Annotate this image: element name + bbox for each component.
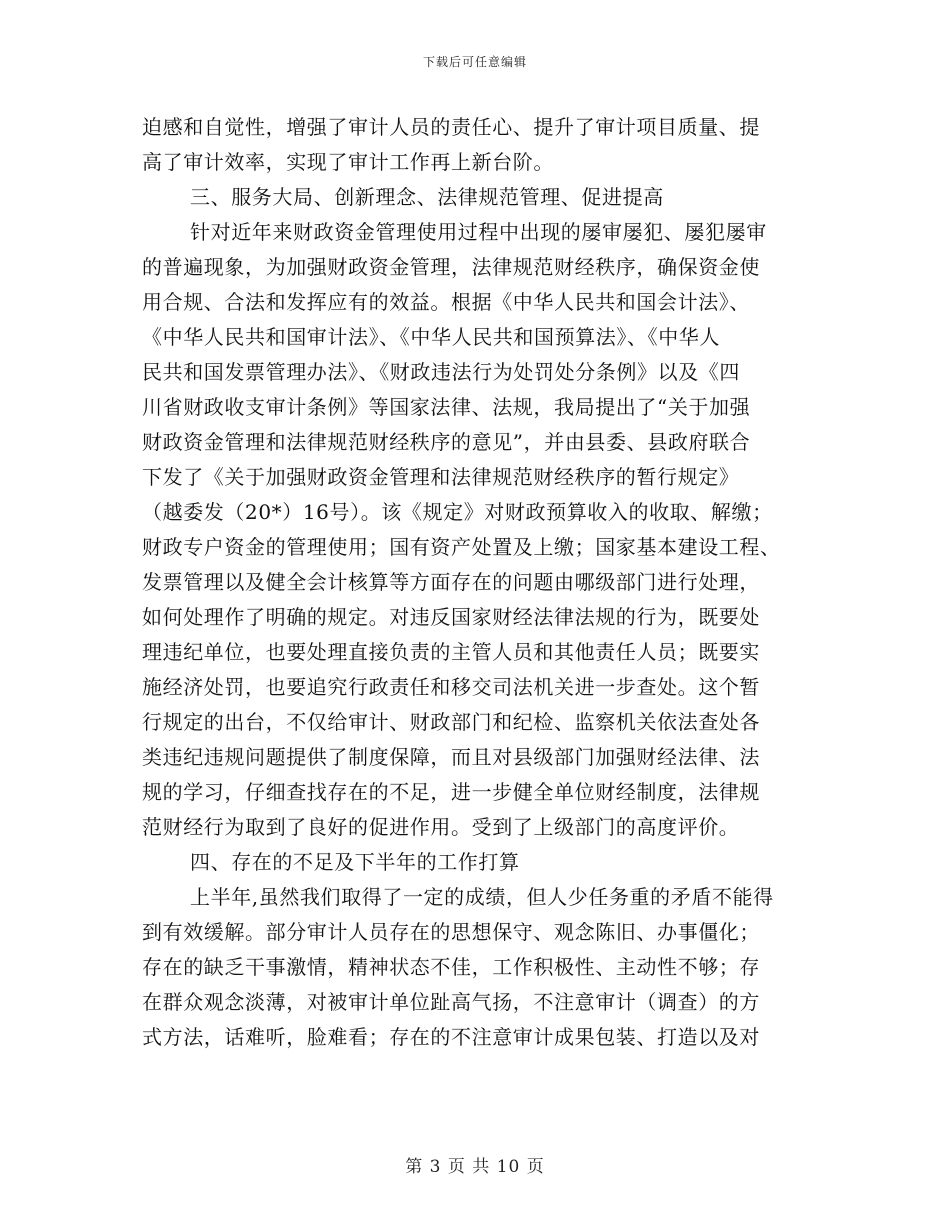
text-line: 针对近年来财政资金管理使用过程中出现的屡审屡犯、屡犯屡审 <box>190 220 767 244</box>
text-line: 如何处理作了明确的规定。对违反国家财经法律法规的行为，既要处 <box>142 605 760 629</box>
text-line: 下发了《关于加强财政资金管理和法律规范财经秩序的暂行规定》 <box>142 465 740 489</box>
page-footer: 第 3 页 共 10 页 <box>405 1157 545 1177</box>
text-line: （越委发（20*）16号）。该《规定》对财政预算收入的收取、解缴； <box>142 500 773 524</box>
text-line: 存在的缺乏干事激情，精神状态不佳，工作积极性、主动性不够；存 <box>142 955 760 979</box>
text-line: 类违纪违规问题提供了制度保障，而且对县级部门加强财经法律、法 <box>142 745 760 769</box>
text-line: 上半年,虽然我们取得了一定的成绩，但人少任务重的矛盾不能得 <box>190 885 774 909</box>
text-line: 理违纪单位，也要处理直接负责的主管人员和其他责任人员；既要实 <box>142 640 760 664</box>
text-line: 四、存在的不足及下半年的工作打算 <box>190 850 520 874</box>
text-line: 范财经行为取到了良好的促进作用。受到了上级部门的高度评价。 <box>142 815 740 839</box>
text-line: 高了审计效率，实现了审计工作再上新台阶。 <box>142 150 554 174</box>
text-line: 财政专户资金的管理使用；国有资产处置及上缴；国家基本建设工程、 <box>142 535 781 559</box>
text-line: 迫感和自觉性，增强了审计人员的责任心、提升了审计项目质量、提 <box>142 115 760 139</box>
text-line: 到有效缓解。部分审计人员存在的思想保守、观念陈旧、办事僵化； <box>142 920 760 944</box>
text-line: 川省财政收支审计条例》等国家法律、法规，我局提出了“关于加强 <box>142 395 751 419</box>
text-line: 发票管理以及健全会计核算等方面存在的问题由哪级部门进行处理， <box>142 570 760 594</box>
text-line: 式方法，话难听，脸难看；存在的不注意审计成果包装、打造以及对 <box>142 1025 760 1049</box>
text-line: 三、服务大局、创新理念、法律规范管理、促进提高 <box>190 185 664 209</box>
text-line: 的普遍现象，为加强财政资金管理，法律规范财经秩序，确保资金使 <box>142 255 760 279</box>
text-line: 施经济处罚，也要追究行政责任和移交司法机关进一步查处。这个暂 <box>142 675 760 699</box>
text-line: 《中华人民共和国审计法》、《中华人民共和国预算法》、《中华人 <box>142 325 720 349</box>
text-line: 规的学习，仔细查找存在的不足，进一步健全单位财经制度，法律规 <box>142 780 760 804</box>
text-line: 用合规、合法和发挥应有的效益。根据《中华人民共和国会计法》、 <box>142 290 750 314</box>
page-header: 下载后可任意编辑 <box>422 55 527 69</box>
text-line: 行规定的出台，不仅给审计、财政部门和纪检、监察机关依法查处各 <box>142 710 760 734</box>
document-body <box>142 110 808 1055</box>
text-line: 在群众观念淡薄，对被审计单位趾高气扬，不注意审计（调查）的方 <box>142 990 760 1014</box>
text-line: 财政资金管理和法律规范财经秩序的意见”，并由县委、县政府联合 <box>142 430 751 454</box>
text-line: 民共和国发票管理办法》、《财政违法行为处罚处分条例》以及《四 <box>142 360 740 384</box>
